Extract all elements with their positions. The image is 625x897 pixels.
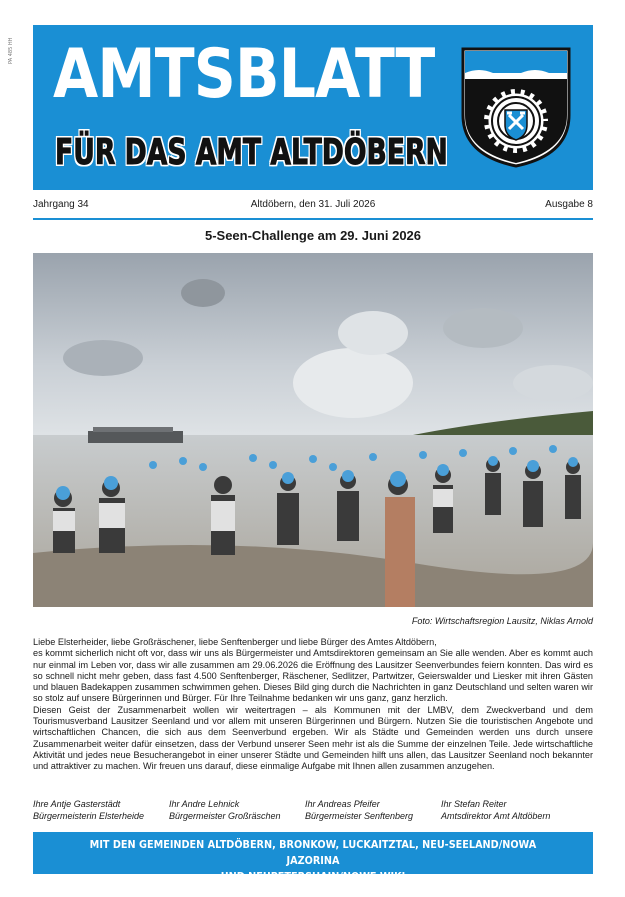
- masthead-title: AMTSBLATT: [53, 35, 435, 114]
- signer-name: Ihr Stefan Reiter: [441, 799, 507, 809]
- coat-of-arms-icon: [459, 45, 573, 169]
- signature-block: [169, 798, 281, 822]
- masthead: [33, 25, 593, 190]
- footer-line: UND NEUPETERSHAIN/NOWE WIKI: [220, 870, 406, 883]
- member-communities-banner: [33, 832, 593, 883]
- signature-block: [305, 798, 413, 822]
- photo-credit: Foto: Wirtschaftsregion Lausitz, Niklas Arnold: [411, 616, 593, 626]
- article-body: [33, 637, 593, 773]
- signatures: [33, 798, 593, 824]
- signature-block: [441, 798, 550, 822]
- signer-role: Bürgermeisterin Elsterheide: [33, 811, 145, 821]
- lake-swimmers-photo: [33, 253, 593, 607]
- signer-role: Amtsdirektor Amt Altdöbern: [441, 811, 551, 821]
- divider: [33, 218, 593, 220]
- signer-name: Ihr Andre Lehnick: [169, 799, 240, 809]
- article-headline: 5-Seen-Challenge am 29. Juni 2026: [204, 228, 422, 243]
- signer-name: Ihre Antje Gasterstädt: [33, 799, 121, 809]
- signer-name: Ihr Andreas Pfeifer: [305, 799, 380, 809]
- footer-line: MIT DEN GEMEINDEN ALTDÖBERN, BRONKOW, LUCKAITZTAL, NEU-SEELAND/NOWA JAZORINA: [89, 838, 537, 867]
- volume-label: Jahrgang 34: [33, 199, 89, 210]
- signature-block: [33, 798, 144, 822]
- paragraph: Diesen Geist der Zusammenarbeit wollen wir weitertragen – als Kommunen mit der LMBV, dem Zweckverband und dem Tourismusverband Lausitzer Seenland und vor allem mit unseren Bürgerinnen und Bürgern. Nutzen Sie die touristischen Angebote und wirtschaftlichen Chancen, die sich aus dem Seenverbund ergeben. Wir als Städte und Gemeinden werden uns durch unsere Zusammenarbeit weiter dafür einsetzen, dass der Verbund unserer Seen mehr ist als die Summe der einzelnen Teile. Jede wirtschaftliche Aktivität und jedes neue Besucherangebot in einer unserer Städte und Gemeinden hilft uns allen, das Lausitzer Seenland noch bekannter und attraktiver zu machen. Wir freuen uns darauf, diese einmalige Aufgabe mit Ihnen allen zusammen anzugehen.: [33, 704, 593, 772]
- publication-code: PA 485 HH: [8, 37, 14, 64]
- paragraph: es kommt sicherlich nicht oft vor, dass wir uns als Bürgermeister und Amtsdirektoren gemeinsam an Sie alle wenden. Aber es kommt auch nur einmal im Leben vor, dass wir alle zusammen am 29.06.2026 die Eröffnung des Lausitzer Seenverbundes feiern konnten. Das wird es so schnell nicht mehr geben, dass fast 4.500 Senftenberger, Räschener, Sedlitzer, Partwitzer, Geierswalder und Liesker mit ihren Gästen und blauen Badekappen zusammen schwimmen gehen. Dieses Bild ging durch die Nachrichten in ganz Deutschland und selten waren wir so stolz auf unsere Bürgerinnen und Bürger. Für Ihre Teilnahme bedanken wir uns ganz, ganz herzlich.: [33, 648, 593, 704]
- issue-info: [33, 199, 593, 215]
- masthead-subtitle: FÜR DAS AMT ALTDÖBERN: [55, 132, 448, 173]
- signer-role: Bürgermeister Senftenberg: [305, 811, 414, 821]
- salutation: Liebe Elsterheider, liebe Großräschener, liebe Senftenberger und liebe Bürger des Amtes Altdöbern,: [33, 637, 437, 647]
- place-date: Altdöbern, den 31. Juli 2026: [250, 199, 376, 210]
- issue-number: Ausgabe 8: [545, 199, 593, 210]
- signer-role: Bürgermeister Großräschen: [169, 811, 281, 821]
